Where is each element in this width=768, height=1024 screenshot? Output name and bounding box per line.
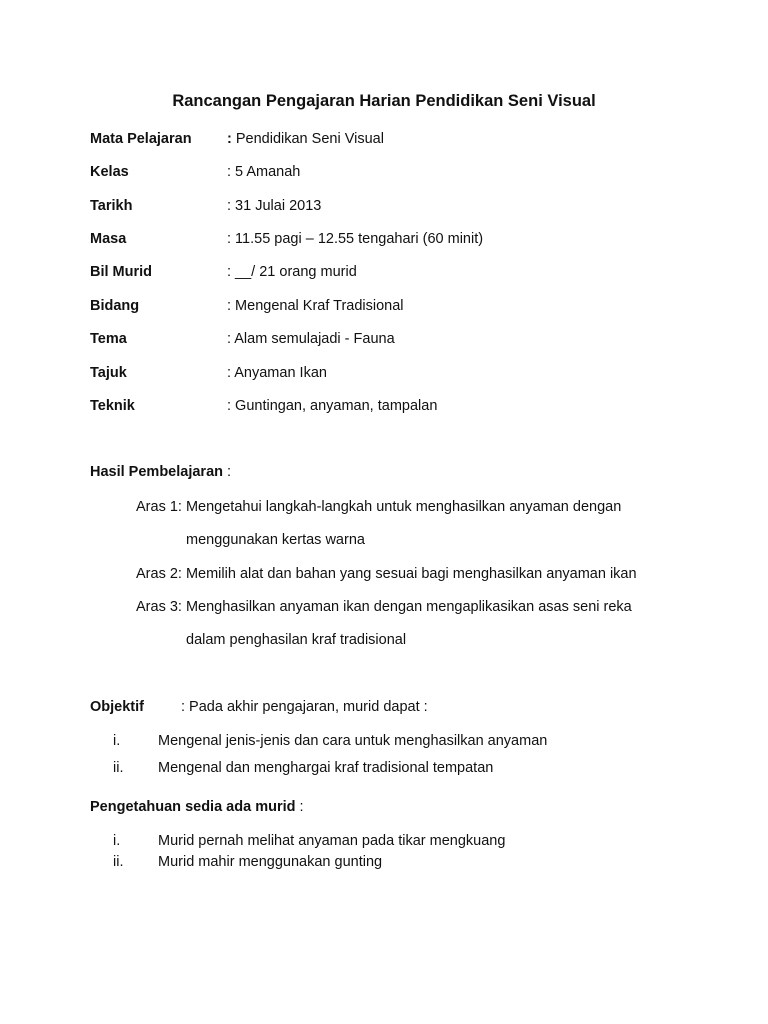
pengetahuan-heading (90, 797, 304, 817)
hasil-heading-colon: : (223, 464, 232, 480)
hasil-pembelajaran-heading (90, 462, 231, 482)
info-value: : Mengenal Kraf Tradisional (227, 298, 404, 314)
info-label: Bidang (90, 298, 140, 314)
info-label: Tarikh (90, 198, 133, 214)
info-value: : 11.55 pagi – 12.55 tengahari (60 minit) (227, 231, 484, 247)
hasil-heading-text: Hasil Pembelajaran (90, 464, 223, 480)
pengetahuan-heading-colon: : (295, 799, 304, 815)
pengetahuan-item: Murid pernah melihat anyaman pada tikar mengkuang (158, 833, 506, 849)
pengetahuan-item: Murid mahir menggunakan gunting (158, 854, 383, 870)
pengetahuan-item-number: ii. (113, 854, 124, 870)
info-value: : Guntingan, anyaman, tampalan (227, 398, 438, 414)
info-value-colon: : (227, 131, 232, 147)
info-value: : Anyaman Ikan (227, 365, 327, 381)
objektif-intro: : Pada akhir pengajaran, murid dapat : (181, 699, 428, 715)
objektif-item-number: i. (113, 733, 121, 749)
info-label: Teknik (90, 398, 135, 414)
hasil-line-aras-1: Aras 1: Mengetahui langkah-langkah untuk menghasilkan anyaman dengan (136, 499, 622, 515)
page-title: Rancangan Pengajaran Harian Pendidikan Seni Visual (172, 92, 596, 110)
info-label: Mata Pelajaran (90, 131, 192, 147)
hasil-line-aras-3: Aras 3: Menghasilkan anyaman ikan dengan mengaplikasikan asas seni reka (136, 599, 632, 615)
hasil-line-aras-3-cont: dalam penghasilan kraf tradisional (186, 632, 407, 648)
info-value-text: Pendidikan Seni Visual (231, 131, 384, 147)
pengetahuan-item-number: i. (113, 833, 121, 849)
objektif-item-number: ii. (113, 760, 124, 776)
pengetahuan-heading-text: Pengetahuan sedia ada murid (90, 799, 296, 815)
hasil-line-aras-2: Aras 2: Memilih alat dan bahan yang sesuai bagi menghasilkan anyaman ikan (136, 566, 637, 582)
info-label: Bil Murid (90, 264, 153, 280)
info-label: Masa (90, 231, 127, 247)
objektif-item: Mengenal dan menghargai kraf tradisional tempatan (158, 760, 494, 776)
hasil-line-aras-1-cont: menggunakan kertas warna (186, 532, 365, 548)
info-value: : 31 Julai 2013 (227, 198, 322, 214)
objektif-heading: Objektif (90, 699, 144, 715)
info-value: : Alam semulajadi - Fauna (227, 331, 395, 347)
info-value: : 5 Amanah (227, 164, 301, 180)
objektif-item: Mengenal jenis-jenis dan cara untuk menghasilkan anyaman (158, 733, 548, 749)
info-value (227, 129, 384, 149)
info-value: : __/ 21 orang murid (227, 264, 357, 280)
info-label: Tajuk (90, 365, 127, 381)
info-label: Tema (90, 331, 127, 347)
info-label: Kelas (90, 164, 129, 180)
